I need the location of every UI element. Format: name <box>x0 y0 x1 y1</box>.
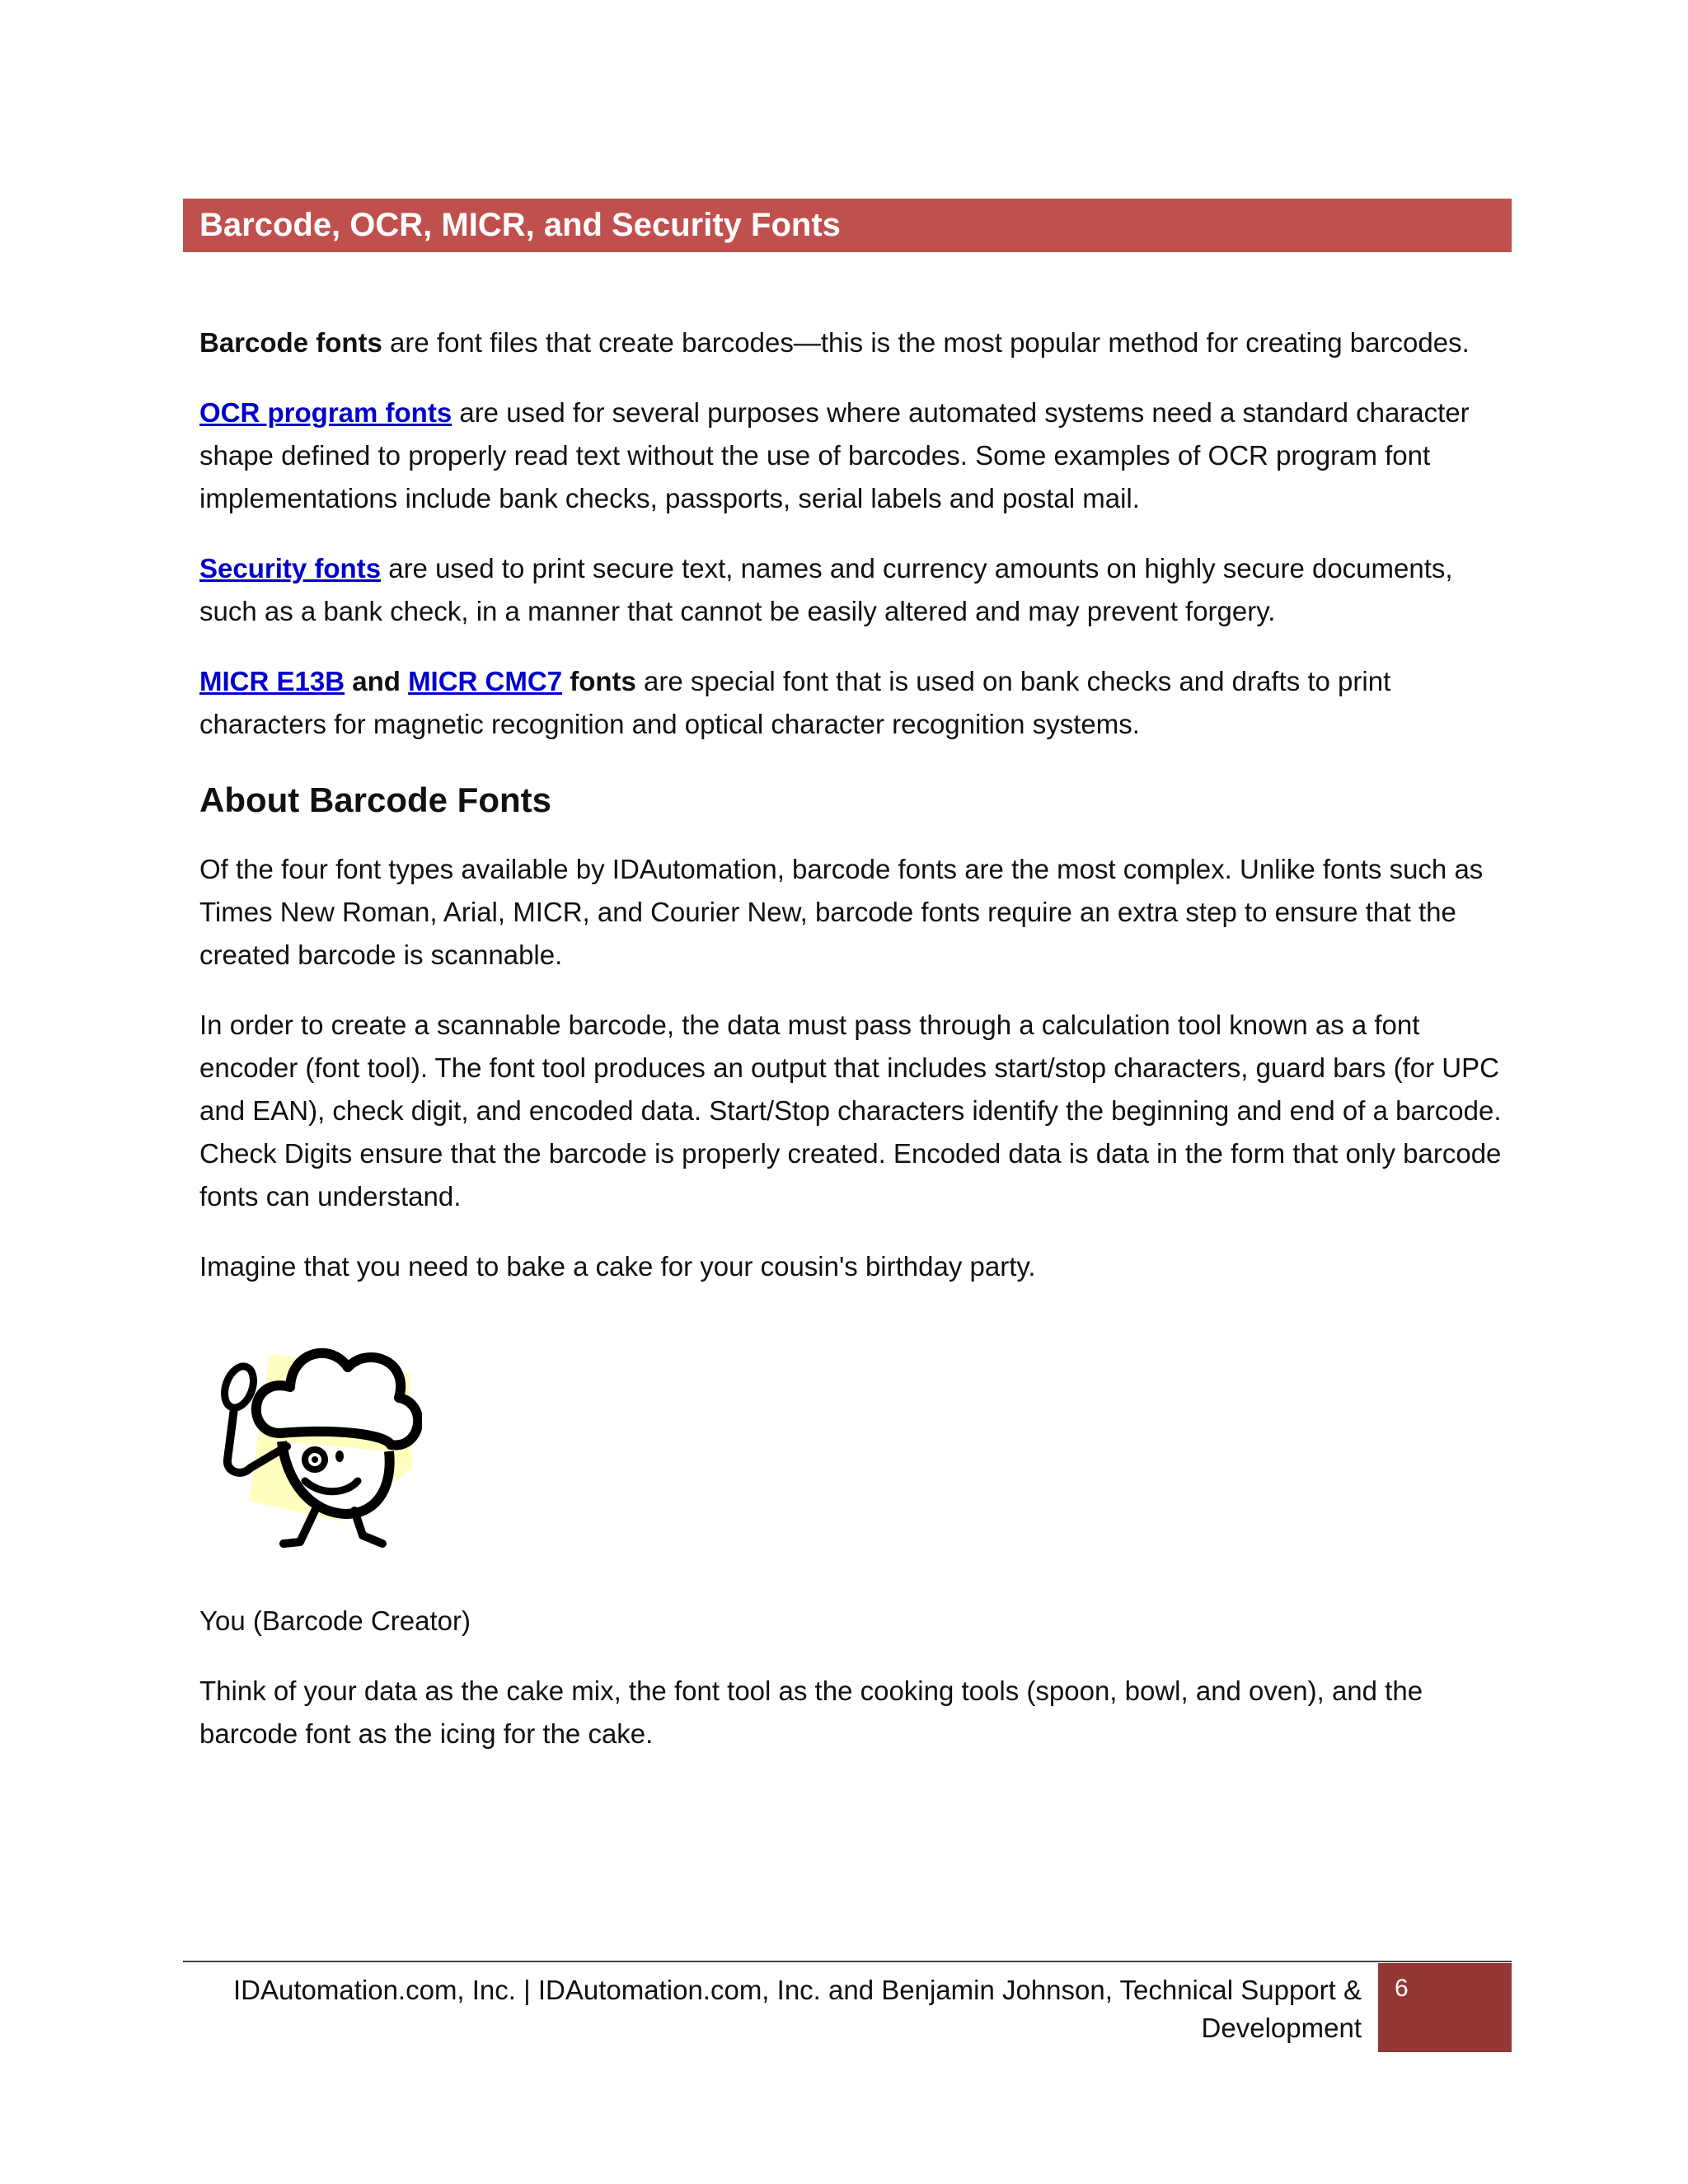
intro-paragraph-micr <box>199 660 1502 746</box>
intro-paragraph-barcode-text: are font files that create barcodes—this is the most popular method for creating barcodes. <box>382 327 1470 358</box>
about-paragraph-4: Think of your data as the cake mix, the font tool as the cooking tools (spoon, bowl, and oven), and the barcode font as the icing for the cake. <box>199 1675 1423 1749</box>
page-content <box>199 321 1502 1783</box>
intro-paragraph-ocr-text: are used for several purposes where automated systems need a standard character shape defined to properly read text without the use of barcodes. Some examples of OCR program font implementations include bank checks, passports, serial labels and postal mail. <box>199 397 1470 513</box>
fonts-term: fonts <box>562 666 636 696</box>
ocr-program-fonts-link[interactable]: OCR program fonts <box>199 397 452 428</box>
security-fonts-link[interactable]: Security fonts <box>199 553 382 583</box>
page-number-box <box>1378 1963 1512 2052</box>
chef-illustration-icon <box>216 1336 422 1558</box>
intro-paragraph-security <box>199 547 1502 633</box>
footer-divider <box>183 1961 1512 1962</box>
intro-paragraph-barcode <box>199 321 1502 364</box>
intro-paragraph-ocr <box>199 391 1502 520</box>
about-paragraph-2: In order to create a scannable barcode, the data must pass through a calculation tool known as a font encoder (font tool). The font tool produces an output that includes start/stop characters, guard bars (for UPC and EAN), check digit, and encoded data. Start/Stop characters identify the beginning and end of a barcode. Check Digits ensure that the barcode is properly created. Encoded data is data in the form that only barcode fonts can understand. <box>199 1010 1502 1212</box>
micr-cmc7-link[interactable]: MICR CMC7 <box>408 666 563 696</box>
about-barcode-fonts-heading: About Barcode Fonts <box>199 780 551 819</box>
footer-text: IDAutomation.com, Inc. | IDAutomation.com, Inc. and Benjamin Johnson, Technical Support & Development <box>232 1975 1362 2043</box>
and-text: and <box>345 666 409 696</box>
barcode-fonts-term: Barcode fonts <box>199 327 382 358</box>
about-paragraph-1: Of the four font types available by IDAutomation, barcode fonts are the most complex. Unlike fonts such as Times New Roman, Arial, MICR, and Courier New, barcode fonts require an extra step to ensure that the created barcode is scannable. <box>199 854 1484 970</box>
section-title: Barcode, OCR, MICR, and Security Fonts <box>199 207 841 243</box>
page-number: 6 <box>1395 1975 1409 2002</box>
section-title-banner <box>183 199 1512 252</box>
micr-e13b-link[interactable]: MICR E13B <box>199 666 345 696</box>
intro-paragraph-security-text: are used to print secure text, names and currency amounts on highly secure documents, such as a bank check, in a manner that cannot be easily altered and may prevent forgery. <box>199 553 1453 626</box>
chef-caption: You (Barcode Creator) <box>199 1605 471 1636</box>
intro-paragraph-micr-text: are special font that is used on bank checks and drafts to print characters for magnetic recognition and optical character recognition systems. <box>199 666 1391 739</box>
about-paragraph-3: Imagine that you need to bake a cake for your cousin's birthday party. <box>199 1251 1036 1282</box>
